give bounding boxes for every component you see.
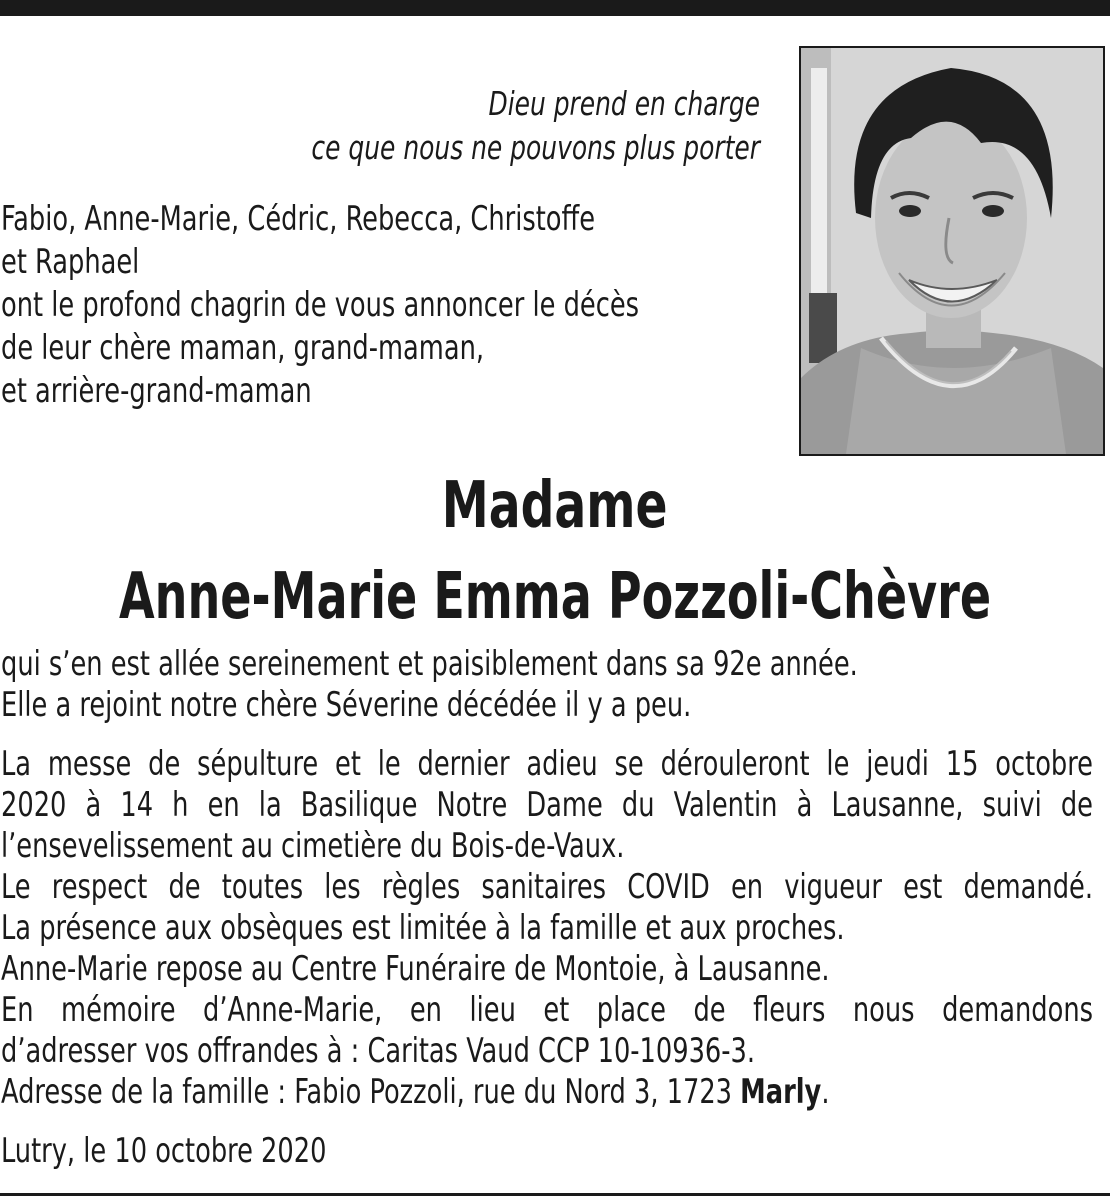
details-line: d’adresser vos offrandes à : Caritas Vaud CCP 10-10936-3.: [1, 1031, 756, 1071]
family-line: de leur chère maman, grand-maman,: [1, 328, 485, 368]
address-text: Adresse de la famille : Fabio Pozzoli, rue du Nord 3, 1723: [1, 1072, 741, 1112]
family-line: Fabio, Anne-Marie, Cédric, Rebecca, Christoffe: [1, 199, 596, 239]
deceased-name: [0, 560, 1110, 634]
details-line: La présence aux obsèques est limitée à la famille et aux proches.: [1, 908, 845, 948]
family-line: et arrière-grand-maman: [1, 371, 312, 411]
details-line: La messe de sépulture et le dernier adieu se dérouleront le jeudi 15 octobre: [1, 744, 1093, 784]
epigraph-line: Dieu prend en charge: [488, 84, 760, 123]
bottom-rule: [0, 1193, 1110, 1196]
epigraph-line: ce que nous ne pouvons plus porter: [311, 128, 760, 167]
details-line: Anne-Marie repose au Centre Funéraire de Montoie, à Lausanne.: [1, 949, 830, 989]
family-address: [1, 1072, 1093, 1113]
name-text: Anne-Marie Emma Pozzoli-Chèvre: [118, 560, 992, 634]
details-line: 2020 à 14 h en la Basilique Notre Dame du Valentin à Lausanne, suivi de: [1, 785, 1093, 825]
intro-paragraph: [1, 644, 858, 726]
details-line: l’ensevelissement au cimetière du Bois-de-Vaux.: [1, 826, 625, 866]
details-line: Le respect de toutes les règles sanitaires COVID en vigueur est demandé.: [1, 867, 1093, 907]
closing: [1, 1131, 326, 1172]
family-line: ont le profond chagrin de vous annoncer le décès: [1, 285, 640, 325]
top-rule: [0, 0, 1110, 16]
portrait-photo: [799, 46, 1105, 456]
details-paragraph: [1, 744, 1093, 1113]
intro-line: Elle a rejoint notre chère Séverine décédée il y a peu.: [1, 685, 692, 725]
epigraph: [248, 82, 760, 170]
place-date: Lutry, le 10 octobre 2020: [1, 1131, 327, 1171]
address-town: Marly: [740, 1072, 822, 1112]
details-line: En mémoire d’Anne-Marie, en lieu et place de fleurs nous demandons: [1, 990, 1093, 1030]
family-line: et Raphael: [1, 242, 140, 282]
intro-line: qui s’en est allée sereinement et paisiblement dans sa 92e année.: [1, 644, 858, 684]
portrait-photo-image: [801, 48, 1103, 454]
deceased-salutation: [0, 470, 1110, 542]
address-period: .: [821, 1072, 830, 1112]
salutation-text: Madame: [442, 469, 668, 543]
family-announcement: [1, 198, 639, 413]
